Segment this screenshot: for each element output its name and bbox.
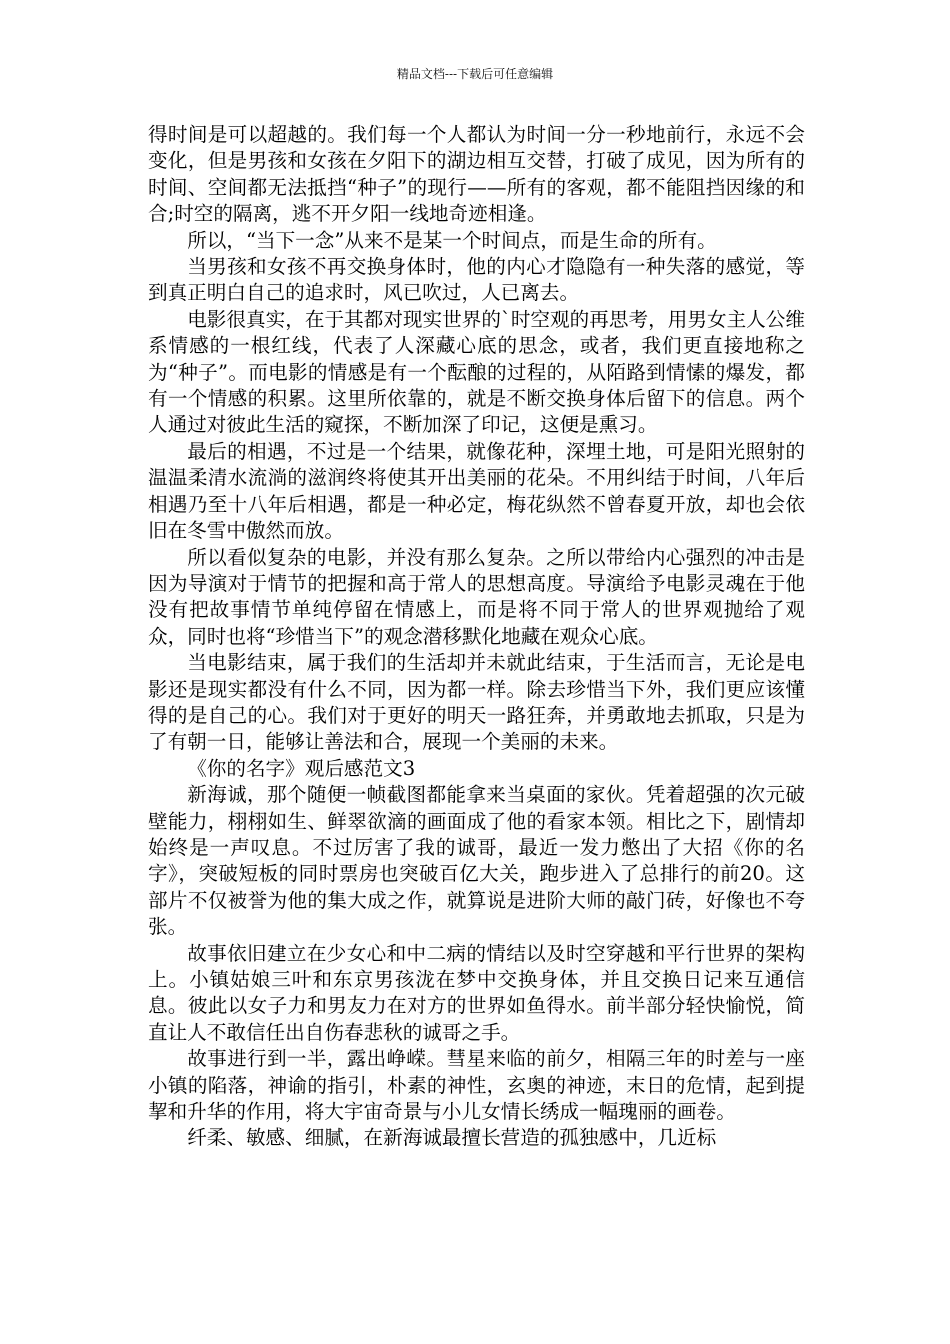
document-body	[148, 122, 805, 1152]
paragraph: 所以，“当下一念”从来不是某一个时间点，而是生命的所有。	[187, 228, 717, 252]
paragraph: 电影很真实，在于其都对现实世界的`时空观的再思考，用男女主人公维系情感的一根红线，代表了人深藏心底的思念，或者，我们更直接地称之为“种子”。而电影的情感是有一个酝酿的过程的，从陌路到情愫的爆发，都有一个情感的积累。这里所依靠的，就是不断交换身体后留下的信息。两个人通过对彼此生活的窥探，不断加深了印记，这便是熏习。	[148, 307, 805, 437]
paragraph: 所以看似复杂的电影，并没有那么复杂。之所以带给内心强烈的冲击是因为导演对于情节的把握和高于常人的思想高度。导演给予电影灵魂在于他没有把故事情节单纯停留在情感上，而是将不同于常人的世界观抛给了观众，同时也将“珍惜当下”的观念潜移默化地藏在观众心底。	[148, 545, 805, 648]
section-heading: 《你的名字》观后感范文3	[187, 756, 416, 780]
paragraph: 最后的相遇，不过是一个结果，就像花种，深埋土地，可是阳光照射的温温柔清水流淌的滋润终将使其开出美丽的花朵。不用纠结于时间，八年后相遇乃至十八年后相遇，都是一种必定，梅花纵然不曾春夏开放，却也会依旧在冬雪中傲然而放。	[148, 439, 805, 543]
paragraph: 得时间是可以超越的。我们每一个人都认为时间一分一秒地前行，永远不会变化，但是男孩和女孩在夕阳下的湖边相互交替，打破了成见，因为所有的时间、空间都无法抵挡“种子”的现行——所有的客观，都不能阻挡因缘的和合;时空的隔离，逃不开夕阳一线地奇迹相逢。	[148, 123, 805, 226]
paragraph: 纤柔、敏感、细腻，在新海诚最擅长营造的孤独感中，几近标	[187, 1126, 717, 1150]
paragraph: 故事进行到一半，露出峥嵘。彗星来临的前夕，相隔三年的时差与一座小镇的陷落，神谕的指引，朴素的神性，玄奥的神迹，末日的危情，起到提挈和升华的作用，将大宇宙奇景与小儿女情长绣成一幅瑰丽的画卷。	[148, 1047, 805, 1124]
page-header: 精品文档---下载后可任意编辑	[396, 67, 554, 81]
paragraph: 当男孩和女孩不再交换身体时，他的内心才隐隐有一种失落的感觉，等到真正明白自己的追求时，风已吹过，人已离去。	[148, 255, 805, 305]
paragraph: 故事依旧建立在少女心和中二病的情结以及时空穿越和平行世界的架构上。小镇姑娘三叶和东京男孩泷在梦中交换身体，并且交换日记来互通信息。彼此以女子力和男友力在对方的世界如鱼得水。前半部分轻快愉悦，简直让人不敢信任出自伤春悲秋的诚哥之手。	[148, 941, 805, 1044]
paragraph: 当电影结束，属于我们的生活却并未就此结束，于生活而言，无论是电影还是现实都没有什么不同，因为都一样。除去珍惜当下外，我们更应该懂得的是自己的心。我们对于更好的明天一路狂奔，并勇敢地去抓取，只是为了有朝一日，能够让善法和合，展现一个美丽的未来。	[148, 651, 805, 754]
paragraph: 新海诚，那个随便一帧截图都能拿来当桌面的家伙。凭着超强的次元破壁能力，栩栩如生、鲜翠欲滴的画面成了他的看家本领。相比之下，剧情却始终是一声叹息。不过厉害了我的诚哥，最近一发力憋出了大招《你的名字》，突破短板的同时票房也突破百亿大关，跑步进入了总排行的前20。这部片不仅被誉为他的集大成之作，就算说是进阶大师的敲门砖，好像也不夸张。	[148, 783, 805, 939]
